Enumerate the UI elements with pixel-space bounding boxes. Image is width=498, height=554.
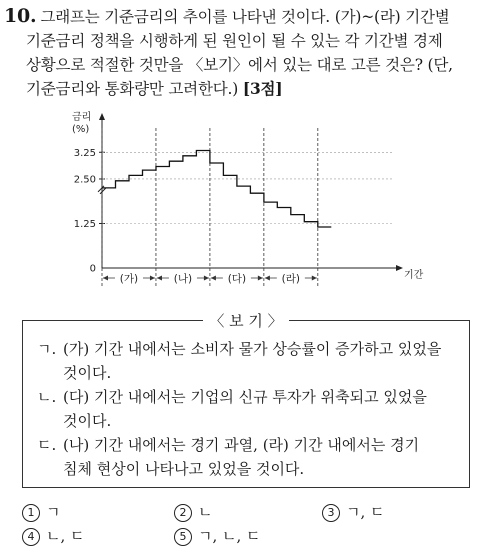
period-arrow-left-3 — [265, 276, 270, 281]
y-tick-label-3: 3.25 — [73, 147, 96, 159]
y-axis-unit: (%) — [72, 124, 90, 135]
period-arrow-left-2 — [211, 276, 216, 281]
choice-2[interactable]: 2 ㄴ — [174, 500, 213, 524]
bogi-item-b: ㄴ. (다) 기간 내에서는 기업의 신규 투자가 위축되고 있었을 것이다. — [37, 385, 467, 433]
period-arrow-right-0 — [150, 276, 155, 281]
period-label-3: (라) — [281, 273, 301, 285]
period-arrow-right-2 — [258, 276, 263, 281]
question-text — [4, 4, 492, 101]
period-arrow-right-3 — [312, 276, 317, 281]
period-label-2: (다) — [227, 273, 247, 285]
choice-3[interactable]: 3 ㄱ, ㄷ — [322, 500, 385, 524]
y-tick-label-2: 2.50 — [73, 174, 96, 186]
choice-row-2 — [22, 524, 482, 548]
interest-rate-chart — [58, 112, 438, 298]
choice-row-1 — [22, 500, 482, 524]
question-line-2: 기준금리 정책을 시행하게 된 원인이 될 수 있는 각 기간별 경제 — [26, 32, 443, 50]
choice-1[interactable]: 1 ㄱ — [22, 500, 61, 524]
y-tick-label-1: 1.25 — [73, 218, 96, 230]
interest-rate-series — [102, 151, 331, 228]
y-axis-arrow — [99, 113, 105, 120]
points-badge: [3점] — [242, 79, 283, 98]
bogi-title: 〈 보 기 〉 — [23, 310, 469, 331]
answer-choices — [22, 500, 482, 548]
choice-5[interactable]: 5 ㄱ, ㄴ, ㄷ — [174, 524, 261, 548]
choice-4[interactable]: 4 ㄴ, ㄷ — [22, 524, 85, 548]
question-line-4: 기준금리와 통화량만 고려한다.) [3점] — [26, 79, 283, 98]
bogi-box — [22, 312, 470, 488]
x-axis-arrow — [396, 265, 403, 271]
x-axis-label: 기간 — [404, 270, 424, 281]
bogi-mark-a: ㄱ. — [37, 340, 57, 358]
period-arrow-left-0 — [103, 276, 108, 281]
bogi-mark-b: ㄴ. — [37, 388, 57, 406]
period-arrow-right-1 — [204, 276, 209, 281]
period-label-1: (나) — [173, 273, 193, 285]
bogi-item-c: ㄷ. (나) 기간 내에서는 경기 과열, (라) 기간 내에서는 경기 침체 현상이 나타나고 있었을 것이다. — [37, 433, 467, 481]
y-axis-label: 금리 — [72, 112, 92, 123]
question-line-3: 상황으로 적절한 것만을 〈보기〉에서 있는 대로 고른 것은? (단, — [26, 56, 453, 74]
question-line-1: 10. 그래프는 기준금리의 추이를 나타낸 것이다. (가)~(라) 기간별 — [4, 5, 450, 27]
period-arrow-left-1 — [157, 276, 162, 281]
bogi-item-a: ㄱ. (가) 기간 내에서는 소비자 물가 상승률이 증가하고 있었을 것이다. — [37, 337, 467, 385]
question-number: 10. — [4, 5, 37, 27]
period-label-0: (가) — [119, 273, 139, 285]
bogi-mark-c: ㄷ. — [37, 436, 57, 454]
y-tick-label-0: 0 — [89, 263, 96, 275]
